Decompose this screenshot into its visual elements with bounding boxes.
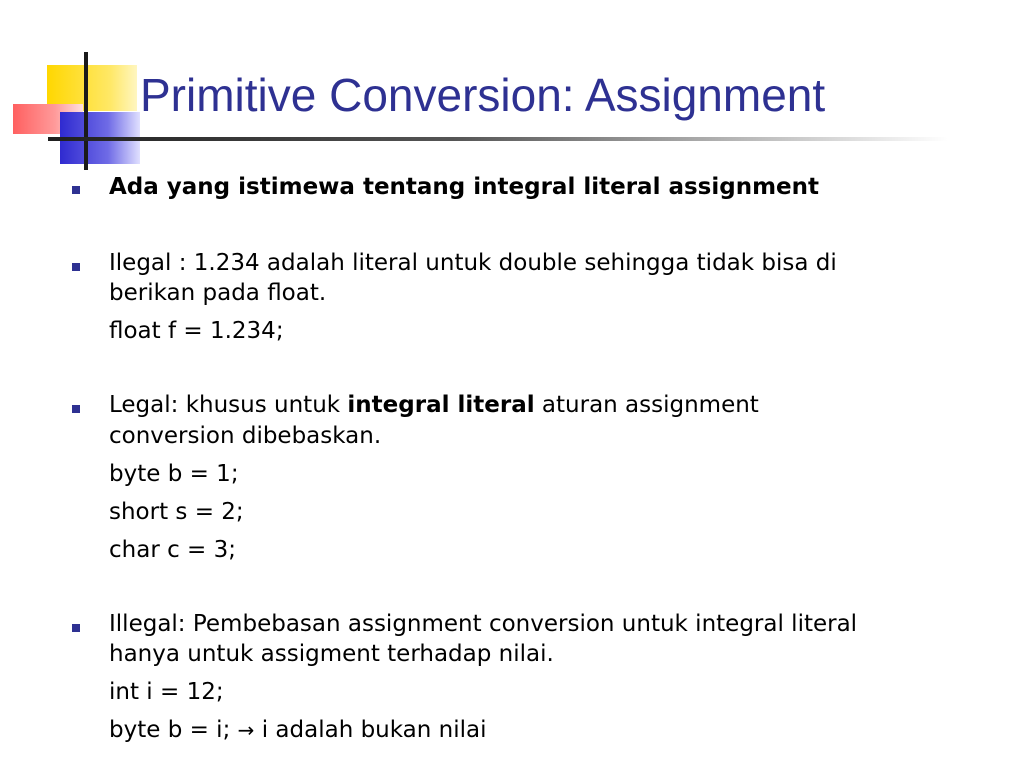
bullet-3-code-2: short s = 2; xyxy=(109,499,244,525)
bullet-2-line-1: Ilegal : 1.234 adalah literal untuk double sehingga tidak bisa di xyxy=(109,250,837,276)
bullet-4-code-2-prefix: byte b = i; xyxy=(109,717,238,743)
bullet-4-code-1: int i = 12; xyxy=(109,679,224,705)
bullet-3-line-1-emphasis: integral literal xyxy=(347,392,535,418)
bullet-4-code-2 xyxy=(109,715,487,745)
bullet-1-marker xyxy=(72,186,80,194)
title-underline xyxy=(48,137,948,141)
bullet-4-line-2: hanya untuk assigment terhadap nilai. xyxy=(109,641,554,667)
bullet-3-line-1-prefix: Legal: khusus untuk xyxy=(109,392,348,418)
bullet-2-marker xyxy=(72,263,80,271)
slide-title: Primitive Conversion: Assignment xyxy=(140,69,826,121)
bullet-4-code-2-suffix: i adalah bukan nilai xyxy=(254,717,487,743)
bullet-3-code-3: char c = 3; xyxy=(109,537,237,563)
deco-vertical-bar xyxy=(84,52,88,170)
arrow-right-icon: → xyxy=(237,718,255,742)
bullet-4-line-1: Illegal: Pembebasan assignment conversion untuk integral literal xyxy=(109,611,858,637)
bullet-1-text: Ada yang istimewa tentang integral literal assignment xyxy=(109,174,820,200)
slide-corner-decoration xyxy=(0,0,150,175)
bullet-3-line-1 xyxy=(109,390,759,420)
bullet-3-code-1: byte b = 1; xyxy=(109,461,239,487)
bullet-3-marker xyxy=(72,405,80,413)
bullet-2-line-2: berikan pada float. xyxy=(109,280,327,306)
bullet-4-marker xyxy=(72,624,80,632)
bullet-2-code-1: float f = 1.234; xyxy=(109,318,284,344)
bullet-3-line-2: conversion dibebaskan. xyxy=(109,423,382,449)
bullet-3-line-1-suffix: aturan assignment xyxy=(534,392,759,418)
